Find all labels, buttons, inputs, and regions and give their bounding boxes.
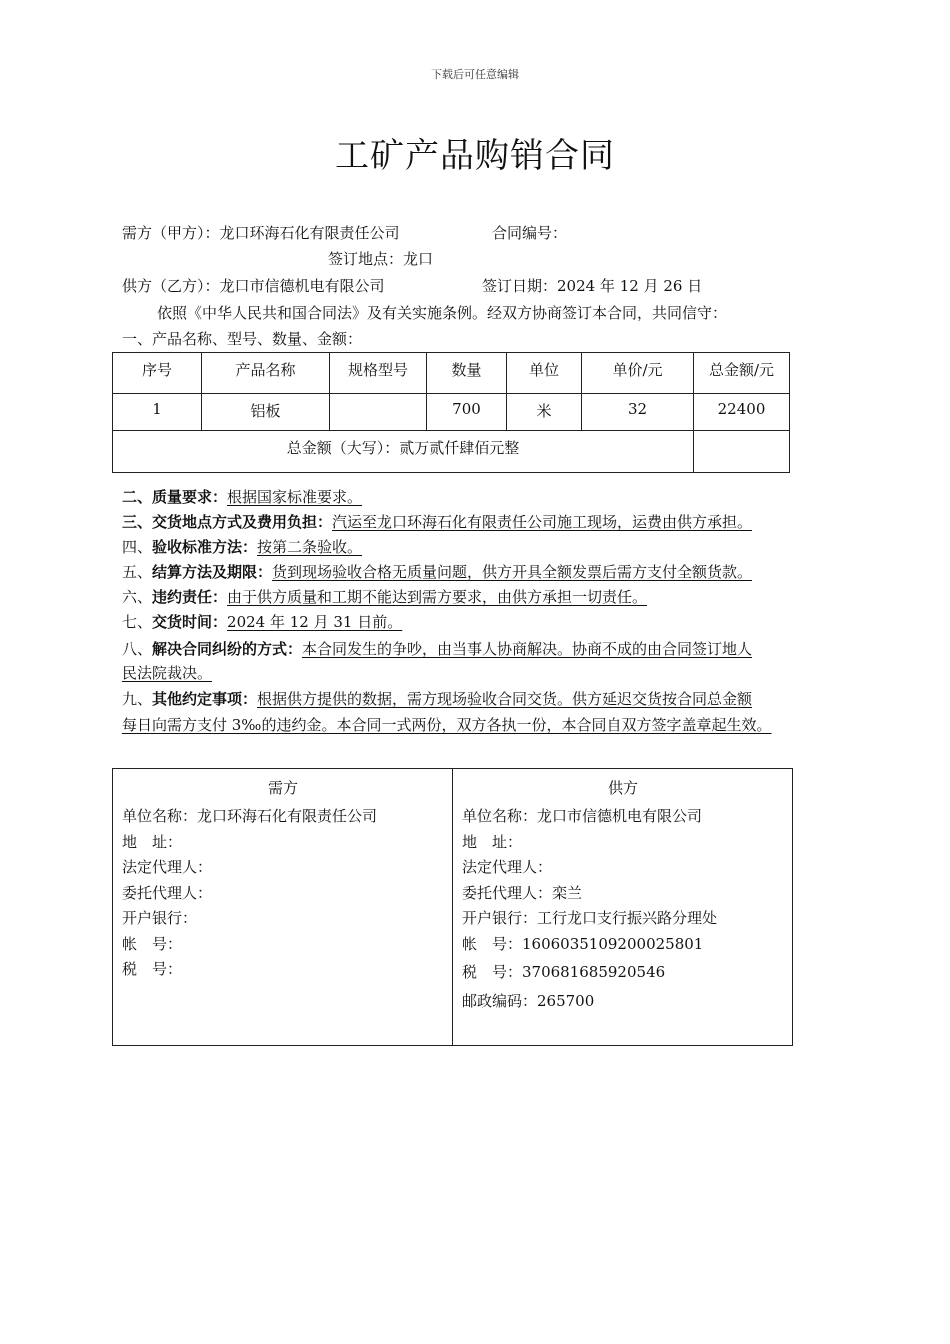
clause-7-label: 交货时间：	[152, 613, 228, 631]
seller-name: 龙口市信德机电有限公司	[219, 277, 385, 295]
clause-5-text: 货到现场验收合格无质量问题，供方开具全额发票后需方支付全额货款。	[272, 563, 753, 581]
sign-date-label: 签订日期：	[482, 277, 558, 295]
clause-4-prefix: 四、	[122, 538, 153, 556]
clause-8-text-line2: 民法院裁决。	[122, 664, 213, 682]
table-total-row	[113, 431, 790, 473]
buyer-agent: 委托代理人：	[122, 883, 213, 902]
header-cell: 单位	[507, 353, 582, 394]
header-cell: 规格型号	[330, 353, 427, 394]
clause-5-prefix: 五、	[122, 563, 153, 581]
table-cell: 铝板	[202, 394, 330, 431]
table-cell: 700	[427, 394, 507, 431]
header-cell: 总金额/元	[694, 353, 790, 394]
header-cell: 单价/元	[582, 353, 694, 394]
section1-heading: 一、产品名称、型号、数量、金额：	[122, 330, 363, 348]
buyer-block	[113, 769, 453, 1046]
clause-8-continued	[122, 662, 212, 683]
clause-9-label: 其他约定事项：	[152, 690, 258, 708]
buyer-account: 帐 号：	[122, 934, 183, 953]
clause-7	[122, 611, 402, 632]
clause-9-prefix: 九、	[122, 690, 153, 708]
buyer-heading: 需方	[267, 779, 298, 797]
table-cell: 32	[582, 394, 694, 431]
clause-2-text: 根据国家标准要求。	[227, 488, 363, 506]
buyer-label: 需方（甲方）：	[122, 224, 220, 242]
clause-3	[122, 511, 752, 532]
seller-block	[453, 769, 793, 1046]
buyer-unit-name: 单位名称：龙口环海石化有限责任公司	[122, 807, 378, 825]
sign-place-value: 龙口	[403, 250, 434, 268]
clause-9-text-line1: 根据供方提供的数据，需方现场验收合同交货。供方延迟交货按合同总金额	[257, 690, 753, 708]
buyer-line	[122, 222, 400, 243]
clause-9-text-line2: 每日向需方支付 3‰的违约金。本合同一式两份，双方各执一份，本合同自双方签字盖章起生效。	[122, 716, 772, 734]
sign-date-line	[482, 275, 702, 296]
seller-legal-rep: 法定代理人：	[462, 858, 553, 876]
clause-6-prefix: 六、	[122, 588, 153, 606]
signature-table	[112, 768, 793, 1046]
clause-6-text: 由于供方质量和工期不能达到需方要求，由供方承担一切责任。	[227, 588, 648, 606]
table-row	[113, 394, 790, 431]
clause-4-label: 验收标准方法：	[152, 538, 258, 556]
clause-3-text: 汽运至龙口环海石化有限责任公司施工现场，运费由供方承担。	[332, 513, 753, 531]
clause-8-text-line1: 本合同发生的争吵，由当事人协商解决。协商不成的由合同签订地人	[302, 640, 753, 658]
clause-3-label: 三、交货地点方式及费用负担：	[122, 513, 333, 531]
header-note: 下载后可任意编辑	[431, 68, 519, 81]
buyer-address: 地 址：	[122, 832, 183, 851]
clause-5-label: 结算方法及期限：	[152, 563, 273, 581]
contract-title: 工矿产品购销合同	[335, 136, 615, 176]
buyer-tax-id: 税 号：	[122, 960, 183, 978]
seller-postcode: 邮政编码：265700	[462, 991, 595, 1010]
table-cell: 22400	[694, 394, 790, 431]
clause-8-label: 解决合同纠纷的方式：	[152, 640, 303, 658]
seller-label: 供方（乙方）：	[122, 277, 220, 295]
clause-8-prefix: 八、	[122, 640, 153, 658]
clause-2-label: 二、质量要求：	[122, 488, 228, 506]
clause-9	[122, 688, 752, 709]
clause-6	[122, 586, 647, 607]
sign-place-label: 签订地点：	[328, 250, 404, 268]
header-cell: 产品名称	[202, 353, 330, 394]
contract-no-label: 合同编号：	[492, 224, 568, 242]
seller-tax-id: 税 号：370681685920546	[462, 963, 666, 981]
buyer-bank: 开户银行：	[122, 909, 198, 927]
clause-7-text: 2024 年 12 月 31 日前。	[227, 613, 403, 631]
seller-bank: 开户银行：工行龙口支行振兴路分理处	[462, 909, 718, 927]
seller-unit-name: 单位名称：龙口市信德机电有限公司	[462, 807, 703, 825]
seller-heading: 供方	[607, 779, 638, 797]
header-cell: 数量	[427, 353, 507, 394]
clause-8	[122, 638, 752, 659]
table-cell	[330, 394, 427, 431]
clause-9-continued	[122, 714, 771, 735]
table-cell: 米	[507, 394, 582, 431]
seller-line	[122, 275, 385, 296]
contract-no-line	[492, 222, 567, 243]
sign-place-line	[328, 248, 433, 269]
seller-agent: 委托代理人：栾兰	[462, 883, 583, 902]
sign-date-value: 2024 年 12 月 26 日	[557, 277, 703, 295]
total-amount-words: 总金额（大写）：贰万贰仟肆佰元整	[113, 431, 694, 473]
table-header-row	[113, 353, 790, 394]
clause-4-text: 按第二条验收。	[257, 538, 363, 556]
clause-4	[122, 536, 362, 557]
preamble: 依照《中华人民共和国合同法》及有关实施条例。经双方协商签订本合同，共同信守：	[157, 304, 728, 322]
seller-address: 地 址：	[462, 832, 523, 851]
clause-7-prefix: 七、	[122, 613, 153, 631]
clause-6-label: 违约责任：	[152, 588, 228, 606]
header-cell: 序号	[113, 353, 202, 394]
buyer-name: 龙口环海石化有限责任公司	[219, 224, 400, 242]
product-table	[112, 352, 790, 473]
seller-account: 帐 号：1606035109200025801	[462, 934, 704, 953]
buyer-legal-rep: 法定代理人：	[122, 858, 213, 876]
clause-5	[122, 561, 752, 582]
clause-2	[122, 486, 362, 507]
total-amount-cell	[694, 431, 790, 473]
table-cell: 1	[113, 394, 202, 431]
